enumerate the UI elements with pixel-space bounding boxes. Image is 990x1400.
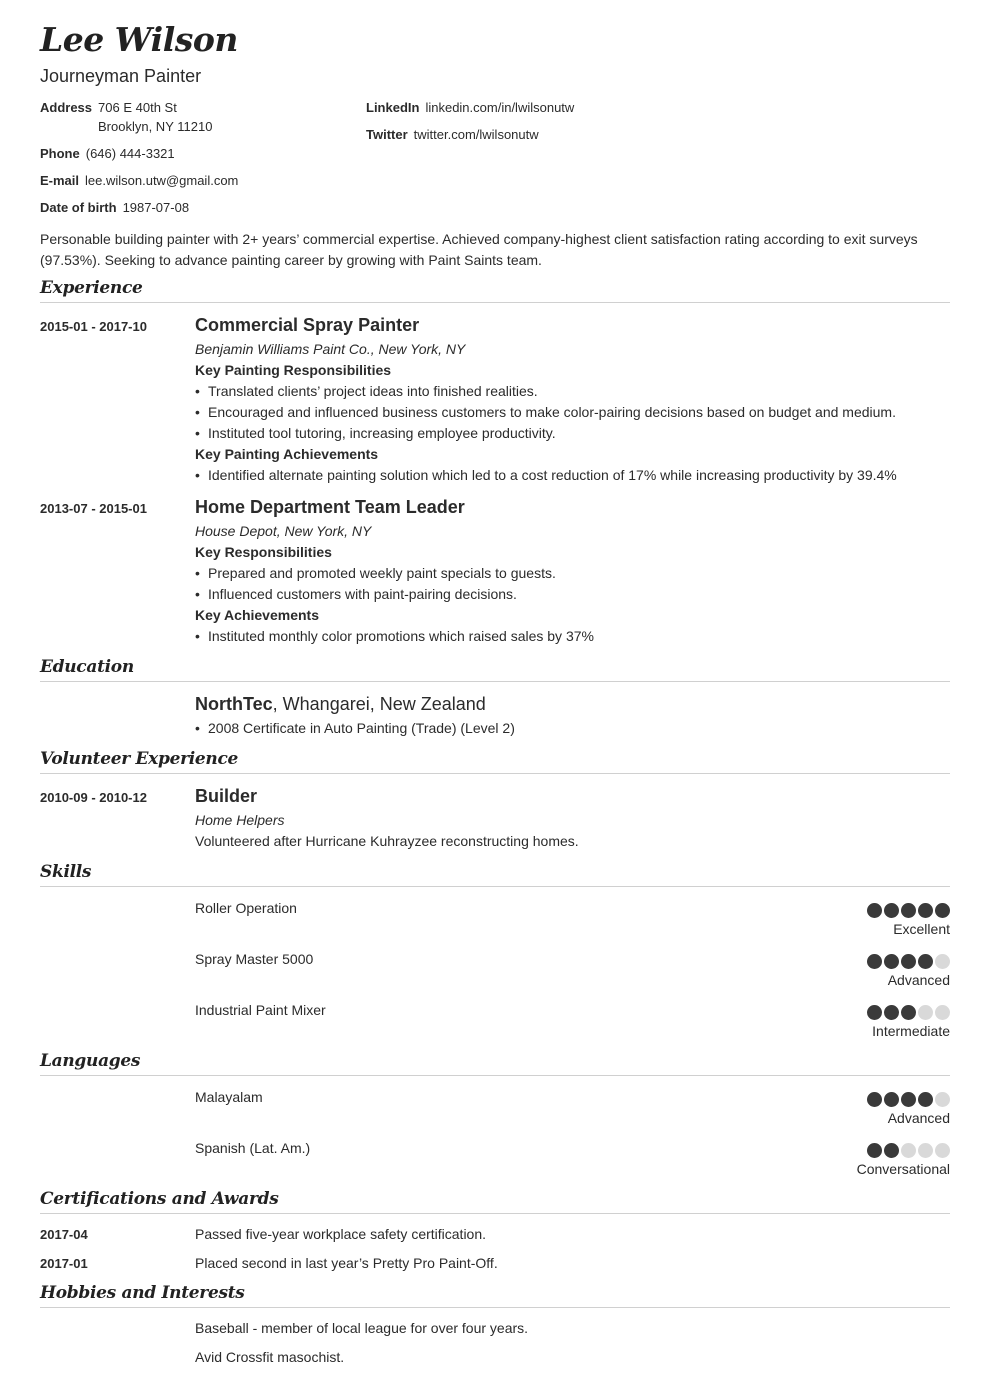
skill-row [195, 900, 950, 946]
volunteer-org: Home Helpers [195, 812, 285, 828]
rating-dot-filled [901, 1005, 916, 1020]
skill-row [195, 1002, 950, 1048]
language-row [195, 1089, 950, 1135]
rating-dot-filled [918, 954, 933, 969]
address-row [40, 100, 177, 116]
section-divider [40, 302, 950, 303]
rating-dots [867, 903, 950, 918]
responsibilities-heading: Key Responsibilities [195, 544, 332, 560]
bullet-item: • Prepared and promoted weekly paint specials to guests. [195, 563, 950, 584]
volunteer-description: Volunteered after Hurricane Kuhrayzee reconstructing homes. [195, 833, 579, 849]
rating-dot-filled [935, 903, 950, 918]
job-dates: 2013-07 - 2015-01 [40, 501, 147, 516]
section-divider [40, 773, 950, 774]
bullet-item: • Identified alternate painting solution which led to a cost reduction of 17% while increasing productivity by 39.4% [195, 465, 950, 486]
volunteer-title: Builder [195, 786, 258, 806]
job-entry [195, 496, 950, 647]
rating-dot-empty [918, 1005, 933, 1020]
address-line1: 706 E 40th St [98, 100, 177, 115]
proficiency-level: Conversational [856, 1161, 950, 1177]
section-title-hobbies: Hobbies and Interests [40, 1283, 245, 1303]
certification-text: Placed second in last year’s Pretty Pro Paint-Off. [195, 1255, 498, 1271]
rating-dot-filled [867, 1143, 882, 1158]
certification-text: Passed five-year workplace safety certification. [195, 1226, 487, 1242]
rating-dot-filled [867, 1092, 882, 1107]
section-title-experience: Experience [40, 278, 143, 298]
rating-dot-filled [884, 903, 899, 918]
rating-dot-filled [901, 903, 916, 918]
linkedin-row [366, 100, 574, 116]
section-title-languages: Languages [40, 1051, 141, 1071]
bullet-item: • 2008 Certificate in Auto Painting (Trade) (Level 2) [195, 718, 950, 739]
job-entry [195, 314, 950, 486]
language-row [195, 1140, 950, 1186]
summary-text: Personable building painter with 2+ years’ commercial expertise. Achieved company-highest client satisfaction rating according to exit surveys (97.53%). Seeking to advance painting career by growing with Paint Saints team. [40, 231, 918, 268]
school-line [195, 693, 950, 715]
section-divider [40, 886, 950, 887]
rating-dot-filled [884, 1092, 899, 1107]
employer: Benjamin Williams Paint Co., New York, NY [195, 341, 466, 357]
volunteer-dates: 2010-09 - 2010-12 [40, 790, 147, 805]
rating-dot-empty [935, 954, 950, 969]
responsibilities-heading: Key Painting Responsibilities [195, 362, 392, 378]
education-entry [195, 693, 950, 739]
address-line2: Brooklyn, NY 11210 [98, 119, 213, 134]
rating-dot-filled [884, 1143, 899, 1158]
address-label: Address [40, 100, 93, 115]
language-name: Malayalam [195, 1089, 263, 1105]
phone-label: Phone [40, 146, 80, 161]
proficiency-level: Advanced [887, 972, 950, 988]
rating-dot-filled [901, 1092, 916, 1107]
email-label: E-mail [40, 173, 80, 188]
rating-dot-filled [918, 1092, 933, 1107]
proficiency-level: Advanced [887, 1110, 950, 1126]
skill-name: Industrial Paint Mixer [195, 1002, 326, 1018]
rating-dot-filled [884, 1005, 899, 1020]
phone-row [40, 146, 175, 162]
bullet-item: • Translated clients’ project ideas into finished realities. [195, 381, 950, 402]
section-divider [40, 1307, 950, 1308]
rating-dot-filled [901, 954, 916, 969]
rating-dots [867, 954, 950, 969]
school-name: NorthTec [195, 694, 273, 714]
section-title-skills: Skills [40, 862, 92, 882]
rating-dots [867, 1143, 950, 1158]
linkedin-value: linkedin.com/in/lwilsonutw [425, 100, 575, 115]
linkedin-label: LinkedIn [366, 100, 420, 115]
email-value: lee.wilson.utw@gmail.com [85, 173, 239, 188]
skill-row [195, 951, 950, 997]
rating-dot-filled [884, 954, 899, 969]
rating-dot-empty [935, 1092, 950, 1107]
section-title-education: Education [40, 657, 134, 677]
rating-dot-filled [867, 954, 882, 969]
rating-dot-filled [867, 1005, 882, 1020]
language-name: Spanish (Lat. Am.) [195, 1140, 311, 1156]
achievements-heading: Key Painting Achievements [195, 446, 379, 462]
employer: House Depot, New York, NY [195, 523, 372, 539]
section-title-certifications: Certifications and Awards [40, 1189, 279, 1209]
dob-value: 1987-07-08 [122, 200, 190, 215]
section-divider [40, 1213, 950, 1214]
rating-dots [867, 1005, 950, 1020]
rating-dot-filled [918, 903, 933, 918]
school-location: , Whangarei, New Zealand [272, 694, 486, 714]
candidate-name: Lee Wilson [40, 20, 238, 59]
rating-dots [867, 1092, 950, 1107]
dob-row [40, 200, 189, 216]
email-row [40, 173, 238, 189]
job-dates: 2015-01 - 2017-10 [40, 319, 147, 334]
rating-dot-empty [918, 1143, 933, 1158]
hobby-item: Avid Crossfit masochist. [195, 1349, 345, 1365]
bullet-item: • Instituted tool tutoring, increasing employee productivity. [195, 423, 950, 444]
volunteer-entry [195, 785, 950, 852]
twitter-label: Twitter [366, 127, 408, 142]
proficiency-level: Excellent [893, 921, 950, 937]
phone-value: (646) 444-3321 [85, 146, 175, 161]
section-divider [40, 1075, 950, 1076]
section-divider [40, 681, 950, 682]
skill-name: Roller Operation [195, 900, 297, 916]
twitter-value: twitter.com/lwilsonutw [413, 127, 539, 142]
job-title: Commercial Spray Painter [195, 315, 420, 335]
candidate-title: Journeyman Painter [40, 66, 202, 86]
proficiency-level: Intermediate [872, 1023, 950, 1039]
job-title: Home Department Team Leader [195, 497, 465, 517]
dob-label: Date of birth [40, 200, 117, 215]
rating-dot-empty [901, 1143, 916, 1158]
bullet-item: • Encouraged and influenced business customers to make color-pairing decisions based on budget and medium. [195, 402, 950, 423]
hobby-item: Baseball - member of local league for over four years. [195, 1320, 529, 1336]
rating-dot-empty [935, 1005, 950, 1020]
rating-dot-filled [867, 903, 882, 918]
certification-date: 2017-01 [40, 1256, 88, 1271]
twitter-row [366, 127, 539, 143]
certification-date: 2017-04 [40, 1227, 88, 1242]
bullet-item: • Influenced customers with paint-pairing decisions. [195, 584, 950, 605]
skill-name: Spray Master 5000 [195, 951, 314, 967]
rating-dot-empty [935, 1143, 950, 1158]
achievements-heading: Key Achievements [195, 607, 319, 623]
section-title-volunteer: Volunteer Experience [40, 749, 239, 769]
bullet-item: • Instituted monthly color promotions which raised sales by 37% [195, 626, 950, 647]
